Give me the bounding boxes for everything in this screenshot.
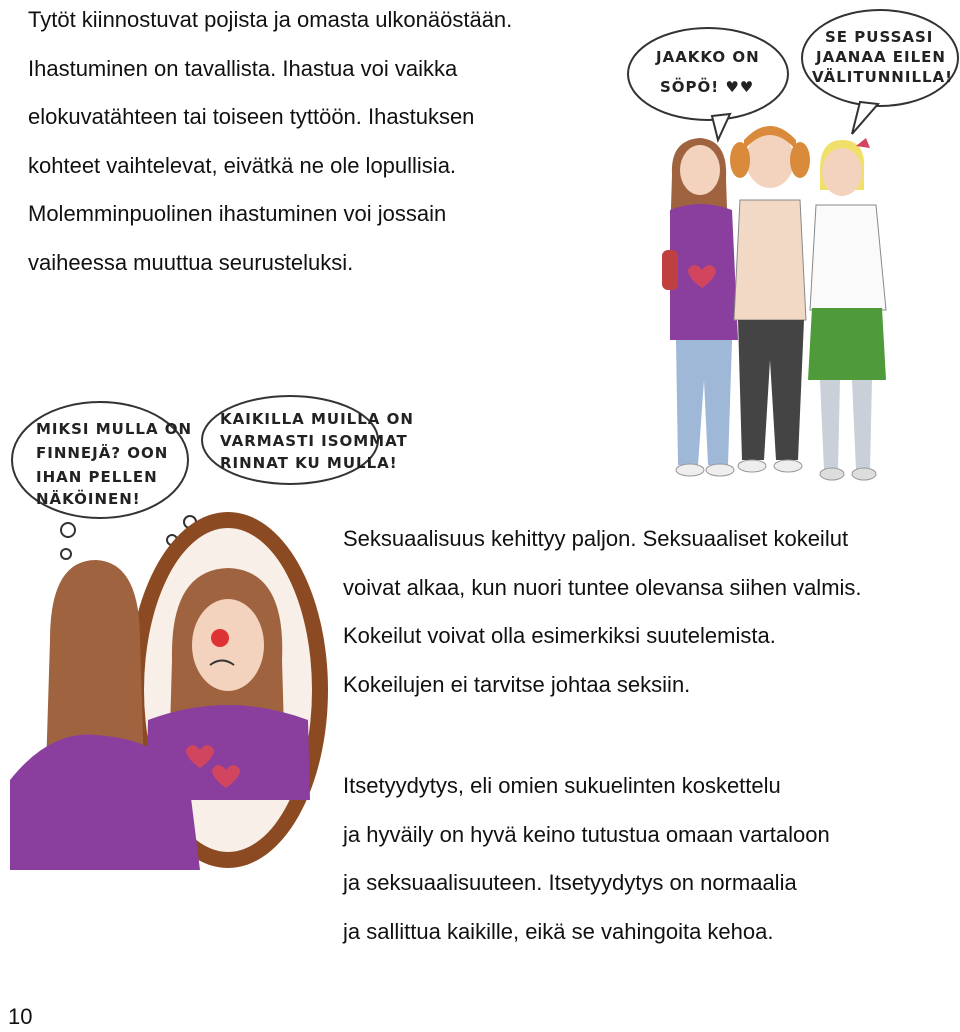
girl-blonde	[808, 138, 886, 480]
text-line: ja seksuaalisuuteen. Itsetyydytys on normaalia	[343, 870, 797, 895]
mirror-illustration	[10, 390, 414, 870]
bubble-text: JAAKKO ON	[656, 48, 760, 66]
text-line: voivat alkaa, kun nuori tuntee olevansa siihen valmis.	[343, 574, 862, 600]
bubble-text: NÄKÖINEN!	[36, 490, 141, 508]
bubble-text: KAIKILLA MUILLA ON	[220, 410, 414, 428]
bubble-text: IHAN PELLEN	[36, 468, 158, 486]
bubble-text: FINNEJÄ? OON	[36, 444, 169, 462]
bubble-text: VÄLITUNNILLA!	[812, 68, 954, 86]
intro-paragraph	[28, 0, 512, 287]
sexuality-paragraph	[343, 515, 862, 709]
text-line: Tytöt kiinnostuvat pojista ja omasta ulkonäöstään.	[28, 7, 513, 32]
text-line: elokuvatähteen tai toiseen tyttöön. Ihastuksen	[28, 104, 475, 129]
speech-bubble-right	[802, 10, 958, 134]
text-line: kohteet vaihtelevat, eivätkä ne ole lopullisia.	[28, 152, 457, 178]
girl-purple-shirt	[662, 138, 738, 476]
bubble-text: JAANAA EILEN	[816, 48, 946, 66]
text-line: Kokeilut voivat olla esimerkiksi suutelemista.	[343, 623, 776, 648]
bubble-text: VARMASTI ISOMMAT	[220, 432, 408, 450]
text-line: Itsetyydytys, eli omien sukuelinten koskettelu	[343, 773, 781, 798]
girls-illustration	[620, 0, 960, 490]
text-line: Molemminpuolinen ihastuminen voi jossain	[28, 201, 447, 226]
text-line: ja sallittua kaikille, eikä se vahingoita kehoa.	[343, 918, 774, 944]
thought-bubble-left	[12, 402, 192, 559]
text-line: Seksuaalisuus kehittyy paljon. Seksuaaliset kokeilut	[343, 526, 849, 551]
page-number: 10	[8, 1004, 33, 1029]
bubble-text: SE PUSSASI	[825, 28, 934, 46]
text-line: Ihastuminen on tavallista. Ihastua voi vaikka	[28, 55, 458, 81]
bubble-text: SÖPÖ! ♥♥	[660, 78, 755, 96]
girl-pigtails	[730, 126, 810, 472]
text-line: vaiheessa muuttua seurusteluksi.	[28, 249, 354, 275]
bubble-text: RINNAT KU MULLA!	[220, 454, 398, 472]
masturbation-paragraph	[343, 762, 830, 956]
text-line: Kokeilujen ei tarvitse johtaa seksiin.	[343, 671, 691, 697]
speech-bubble-left	[628, 28, 788, 140]
bubble-text: MIKSI MULLA ON	[36, 420, 193, 438]
text-line: ja hyväily on hyvä keino tutustua omaan vartaloon	[343, 821, 830, 847]
